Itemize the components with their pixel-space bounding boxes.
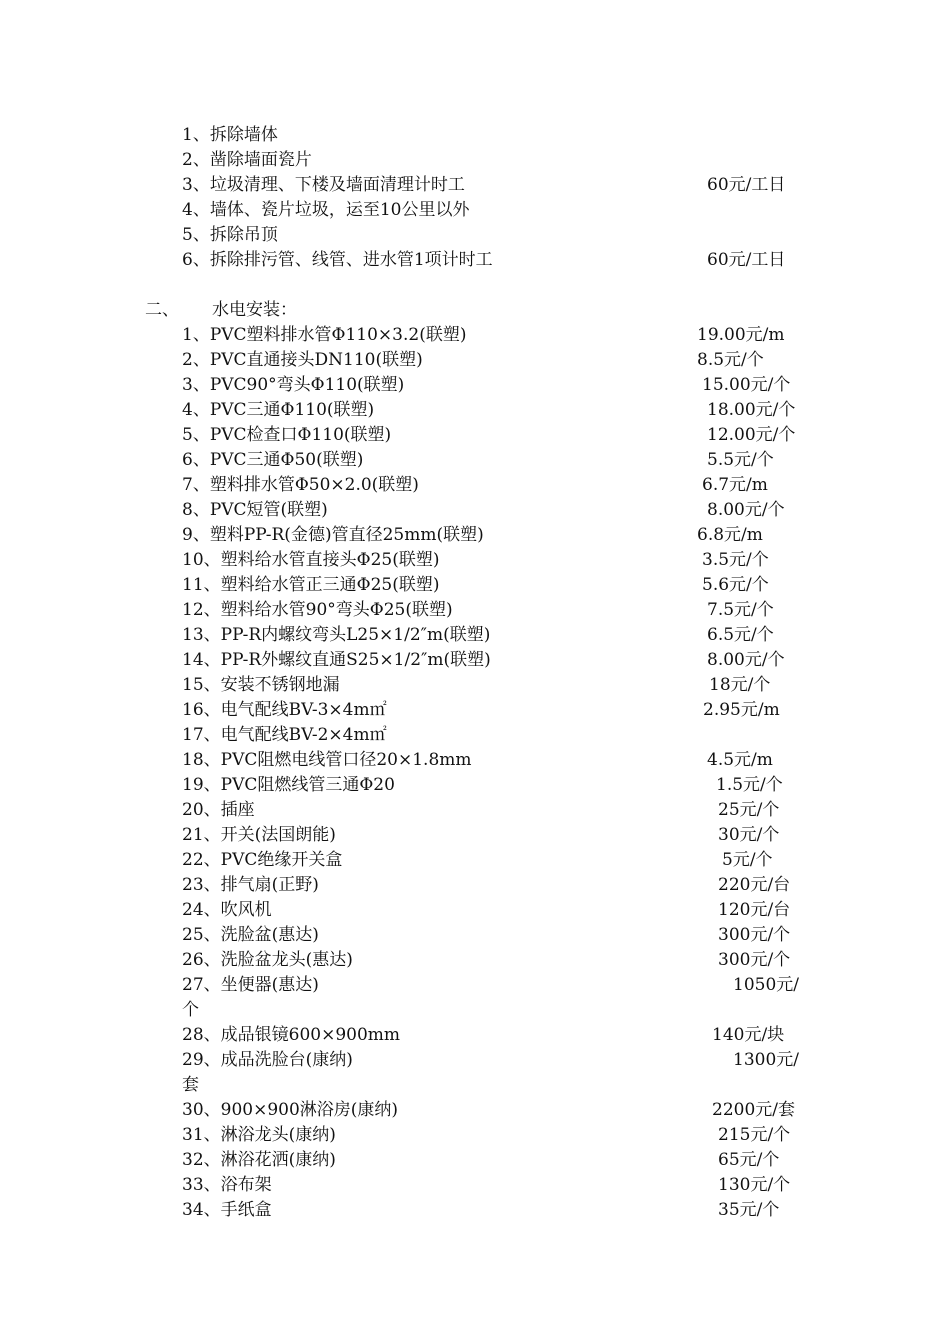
section-title: 水电安装： — [212, 300, 297, 320]
item-price: 215元/个 — [718, 1125, 791, 1145]
item-price: 140元/块 — [712, 1025, 785, 1045]
item-price: 130元/个 — [718, 1175, 791, 1195]
item-price: 18.00元/个 — [707, 400, 796, 420]
list-item: 19、PVC阻燃线管三通Φ20 — [182, 775, 395, 795]
list-item: 6、拆除排污管、线管、进水管1项计时工 — [182, 250, 493, 270]
item-price: 4.5元/m — [707, 750, 773, 770]
list-item: 4、PVC三通Φ110(联塑) — [182, 400, 375, 420]
list-item: 3、PVC90°弯头Φ110(联塑) — [182, 375, 405, 395]
list-item: 12、塑料给水管90°弯头Φ25(联塑) — [182, 600, 453, 620]
list-item: 24、吹风机 — [182, 900, 272, 920]
list-item: 5、PVC检查口Φ110(联塑) — [182, 425, 392, 445]
item-price: 8.5元/个 — [697, 350, 764, 370]
list-item: 4、墙体、瓷片垃圾，运至10公里以外 — [182, 200, 470, 220]
list-item: 20、插座 — [182, 800, 255, 820]
item-price: 5元/个 — [722, 850, 773, 870]
list-item: 10、塑料给水管直接头Φ25(联塑) — [182, 550, 440, 570]
item-price: 2.95元/m — [703, 700, 780, 720]
item-price: 18元/个 — [709, 675, 771, 695]
list-item: 1、拆除墙体 — [182, 125, 278, 145]
item-price: 60元/工日 — [707, 175, 786, 195]
list-item: 18、PVC阻燃电线管口径20×1.8mm — [182, 750, 472, 770]
list-item: 26、洗脸盆龙头(惠达) — [182, 950, 353, 970]
item-price: 220元/台 — [718, 875, 791, 895]
item-price: 12.00元/个 — [707, 425, 796, 445]
list-item: 11、塑料给水管正三通Φ25(联塑) — [182, 575, 440, 595]
item-price: 30元/个 — [718, 825, 780, 845]
item-price: 65元/个 — [718, 1150, 780, 1170]
list-item: 5、拆除吊顶 — [182, 225, 278, 245]
item-price: 8.00元/个 — [707, 500, 785, 520]
item-price-wrap: 套 — [182, 1075, 199, 1095]
list-item: 31、淋浴龙头(康纳) — [182, 1125, 336, 1145]
item-price: 7.5元/个 — [707, 600, 774, 620]
item-price: 1300元/ — [733, 1050, 799, 1070]
item-price: 6.8元/m — [697, 525, 763, 545]
list-item: 9、塑料PP-R(金德)管直径25mm(联塑) — [182, 525, 484, 545]
item-price: 25元/个 — [718, 800, 780, 820]
list-item: 25、洗脸盆(惠达) — [182, 925, 319, 945]
list-item: 14、PP-R外螺纹直通S25×1/2″m(联塑) — [182, 650, 491, 670]
item-price: 300元/个 — [718, 925, 791, 945]
item-price: 6.7元/m — [702, 475, 768, 495]
list-item: 17、电气配线BV-2×4m㎡ — [182, 725, 387, 745]
item-price: 6.5元/个 — [707, 625, 774, 645]
item-price: 5.6元/个 — [702, 575, 769, 595]
list-item: 7、塑料排水管Φ50×2.0(联塑) — [182, 475, 419, 495]
section-number: 二、 — [145, 300, 179, 320]
item-price: 35元/个 — [718, 1200, 780, 1220]
item-price: 1.5元/个 — [716, 775, 783, 795]
list-item: 29、成品洗脸台(康纳) — [182, 1050, 353, 1070]
list-item: 23、排气扇(正野) — [182, 875, 319, 895]
list-item: 22、PVC绝缘开关盒 — [182, 850, 343, 870]
list-item: 34、手纸盒 — [182, 1200, 272, 1220]
list-item: 8、PVC短管(联塑) — [182, 500, 328, 520]
list-item: 33、浴布架 — [182, 1175, 272, 1195]
list-item: 6、PVC三通Φ50(联塑) — [182, 450, 364, 470]
list-item: 3、垃圾清理、下楼及墙面清理计时工 — [182, 175, 465, 195]
item-price: 60元/工日 — [707, 250, 786, 270]
item-price: 19.00元/m — [697, 325, 785, 345]
list-item: 2、PVC直通接头DN110(联塑) — [182, 350, 423, 370]
item-price: 300元/个 — [718, 950, 791, 970]
item-price: 1050元/ — [733, 975, 799, 995]
item-price: 2200元/套 — [712, 1100, 795, 1120]
item-price: 3.5元/个 — [702, 550, 769, 570]
list-item: 15、安装不锈钢地漏 — [182, 675, 340, 695]
list-item: 1、PVC塑料排水管Φ110×3.2(联塑) — [182, 325, 467, 345]
item-price: 5.5元/个 — [707, 450, 774, 470]
list-item: 13、PP-R内螺纹弯头L25×1/2″m(联塑) — [182, 625, 491, 645]
item-price-wrap: 个 — [182, 1000, 199, 1020]
list-item: 28、成品银镜600×900mm — [182, 1025, 401, 1045]
item-price: 15.00元/个 — [702, 375, 791, 395]
list-item: 30、900×900淋浴房(康纳) — [182, 1100, 399, 1120]
list-item: 32、淋浴花洒(康纳) — [182, 1150, 336, 1170]
list-item: 16、电气配线BV-3×4m㎡ — [182, 700, 387, 720]
list-item: 27、坐便器(惠达) — [182, 975, 319, 995]
item-price: 120元/台 — [718, 900, 791, 920]
list-item: 21、开关(法国朗能) — [182, 825, 336, 845]
item-price: 8.00元/个 — [707, 650, 785, 670]
list-item: 2、凿除墙面瓷片 — [182, 150, 312, 170]
